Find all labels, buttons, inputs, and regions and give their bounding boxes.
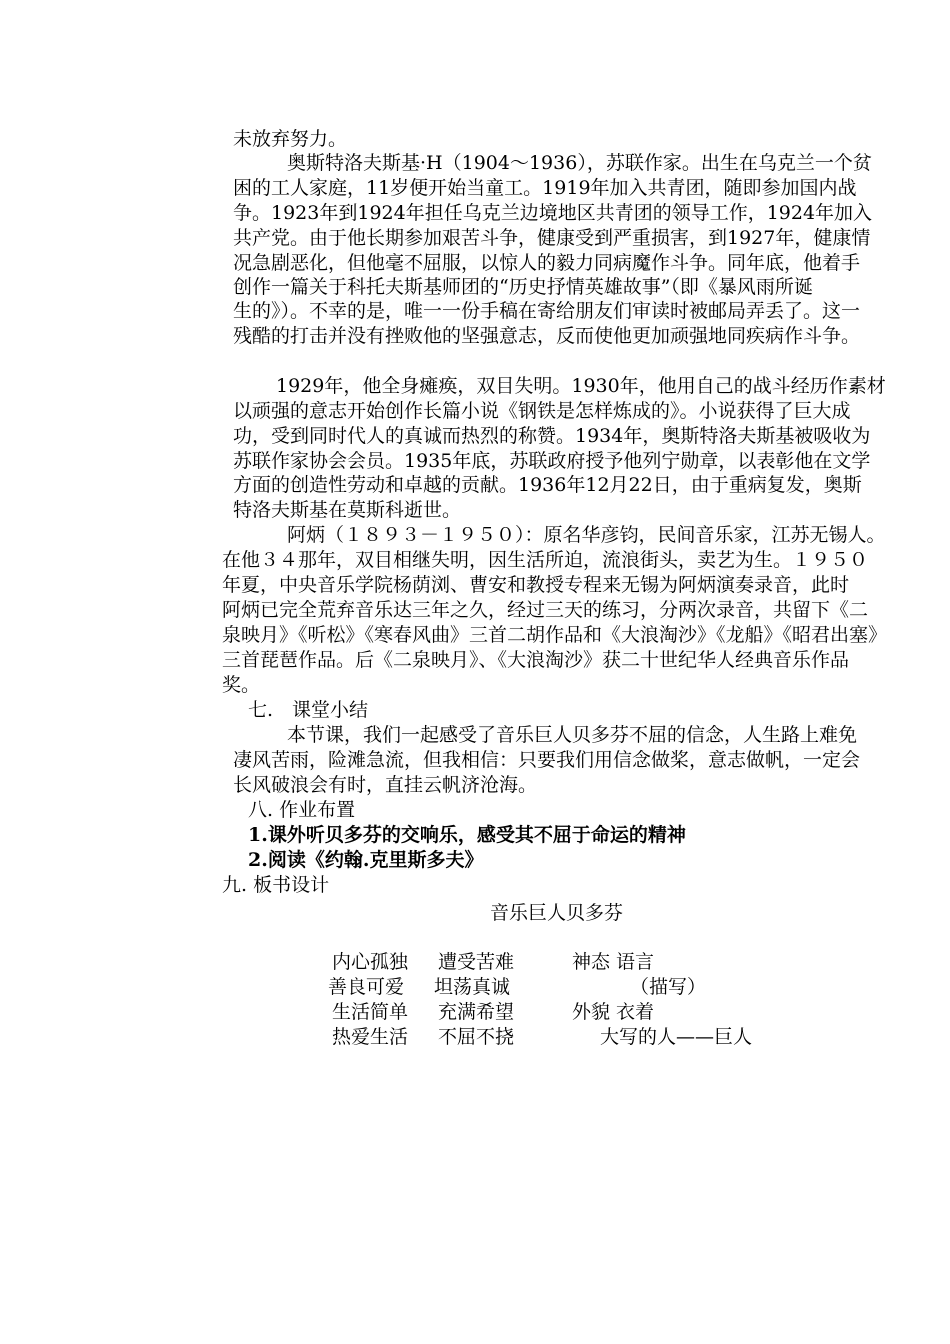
board-cell: 神态 语言	[572, 951, 655, 973]
section-heading-summary: 七. 课堂小结	[248, 699, 369, 721]
board-cell: 坦荡真诚	[434, 976, 511, 998]
homework-item: 2.阅读《约翰.克里斯多夫》	[248, 849, 484, 871]
board-cell: 遭受苦难	[438, 951, 515, 973]
text-line: 长风破浪会有时，直挂云帆济沧海。	[233, 774, 538, 796]
homework-item: 1.课外听贝多芬的交响乐，感受其不屈于命运的精神	[248, 824, 686, 846]
text-line: 本节课，我们一起感受了音乐巨人贝多芬不屈的信念，人生路上难免	[287, 724, 858, 746]
text-line: 困的工人家庭，11岁便开始当童工。1919年加入共青团，随即参加国内战	[233, 177, 857, 199]
text-line: 况急剧恶化，但他毫不屈服，以惊人的毅力同病魔作斗争。同年底，他着手	[233, 252, 861, 274]
text-line: 在他３４那年，双目相继失明，因生活所迫，流浪街头，卖艺为生。１９５０	[222, 549, 869, 571]
board-cell: （描写）	[630, 976, 707, 998]
text-line: 残酷的打击并没有挫败他的坚强意志，反而使他更加顽强地同疾病作斗争。	[233, 325, 861, 347]
text-line: 功，受到同时代人的真诚而热烈的称赞。1934年，奥斯特洛夫斯基被吸收为	[233, 425, 871, 447]
text-line: 泉映月》《听松》《寒春风曲》三首二胡作品和《大浪淘沙》《龙船》《昭君出塞》	[222, 624, 888, 646]
board-cell: 充满希望	[438, 1001, 515, 1023]
text-line: 苏联作家协会会员。1935年底，苏联政府授予他列宁勋章，以表彰他在文学	[233, 450, 871, 472]
board-cell: 外貌 衣着	[572, 1001, 655, 1023]
section-heading-homework: 八. 作业布置	[248, 799, 356, 821]
section-heading-board: 九. 板书设计	[222, 874, 330, 896]
text-line: 凄风苦雨，险滩急流，但我相信：只要我们用信念做桨，意志做帆，一定会	[233, 749, 861, 771]
text-line: 年夏，中央音乐学院杨荫浏、曹安和教授专程来无锡为阿炳演奏录音，此时	[222, 574, 850, 596]
board-title: 音乐巨人贝多芬	[490, 902, 624, 924]
text-line: 生的》）。不幸的是，唯一一份手稿在寄给朋友们审读时被邮局弄丢了。这一	[233, 300, 861, 322]
text-line: 方面的创造性劳动和卓越的贡献。1936年12月22日，由于重病复发，奥斯	[233, 474, 862, 496]
board-cell: 善良可爱	[328, 976, 405, 998]
text-line: 1929年，他全身瘫痪，双目失明。1930年，他用自己的战斗经历作素材	[276, 375, 886, 397]
board-cell: 不屈不挠	[438, 1026, 515, 1048]
text-line: 共产党。由于他长期参加艰苦斗争，健康受到严重损害，到1927年，健康情	[233, 227, 871, 249]
text-line: 以顽强的意志开始创作长篇小说《钢铁是怎样炼成的》。小说获得了巨大成	[233, 400, 851, 422]
text-line: 争。1923年到1924年担任乌克兰边境地区共青团的领导工作，1924年加入	[233, 202, 873, 224]
board-cell: 生活简单	[332, 1001, 409, 1023]
board-cell: 大写的人——巨人	[600, 1026, 753, 1048]
text-line: 创作一篇关于科托夫斯基师团的“历史抒情英雄故事”（即《暴风雨所诞	[233, 276, 813, 298]
text-line: 奖。	[222, 674, 261, 696]
text-line: 阿炳已完全荒弃音乐达三年之久，经过三天的练习，分两次录音，共留下《二	[222, 599, 869, 621]
text-line: 阿炳（１８９３－１９５０）：原名华彦钧，民间音乐家，江苏无锡人。	[287, 524, 886, 546]
board-cell: 热爱生活	[332, 1026, 409, 1048]
text-line: 特洛夫斯基在莫斯科逝世。	[233, 499, 462, 521]
text-line: 奥斯特洛夫斯基·H（1904～1936），苏联作家。出生在乌克兰一个贫	[287, 152, 872, 174]
text-line: 未放弃努力。	[233, 128, 348, 150]
board-cell: 内心孤独	[332, 951, 409, 973]
text-line: 三首琵琶作品。后《二泉映月》、《大浪淘沙》获二十世纪华人经典音乐作品	[222, 649, 850, 671]
